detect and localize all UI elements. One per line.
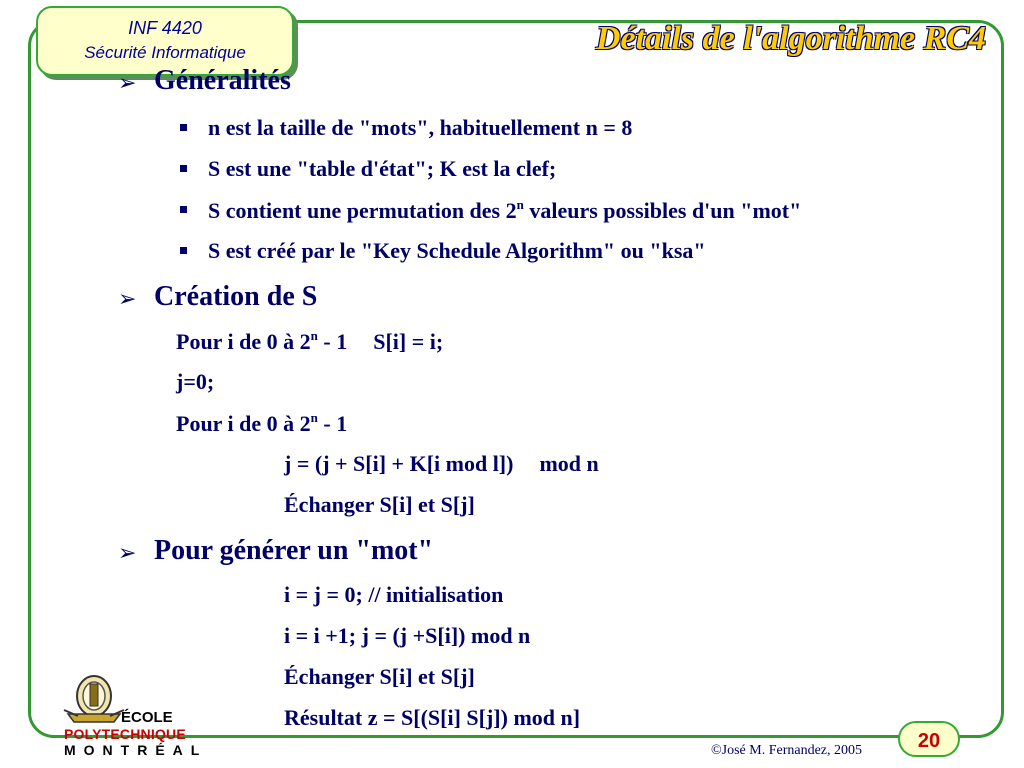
superscript: n — [310, 410, 318, 425]
bullet-item: S est créé par le "Key Schedule Algorithm" ou "ksa" — [208, 238, 706, 263]
code-line — [176, 410, 347, 437]
arrow-bullet-icon: ➢ — [118, 70, 137, 95]
section-heading-creation: Création de S — [154, 281, 318, 312]
copyright-text: ©José M. Fernandez, 2005 — [711, 743, 862, 758]
code-text: - 1 — [317, 411, 348, 436]
code-line — [284, 451, 599, 477]
code-line: Échanger S[i] et S[j] — [284, 664, 475, 689]
bullet-item — [208, 197, 801, 224]
superscript: n — [310, 328, 318, 343]
bullet-text: valeurs possibles d'un "mot" — [523, 198, 802, 223]
section-heading-generalites: Généralités — [154, 65, 291, 96]
arrow-bullet-icon: ➢ — [118, 286, 137, 311]
code-text: - 1 — [317, 329, 348, 354]
bullet-text: S contient une permutation des 2 — [208, 198, 517, 223]
slide-title: Détails de l'algorithme RC4 — [595, 20, 986, 57]
code-text: mod n — [539, 451, 599, 476]
square-bullet-icon — [180, 165, 187, 172]
bullet-item: S est une "table d'état"; K est la clef; — [208, 156, 557, 181]
page-number-badge: 20 — [898, 721, 960, 757]
arrow-bullet-icon: ➢ — [118, 540, 137, 565]
code-line: Résultat z = S[(S[i] S[j]) mod n] — [284, 705, 581, 730]
code-text: S[i] = i; — [373, 329, 444, 354]
code-text: Pour i de 0 à 2 — [176, 411, 311, 436]
bullet-item: n est la taille de "mots", habituellement n = 8 — [208, 115, 633, 140]
square-bullet-icon — [180, 206, 187, 213]
logo-ecole-text: ÉCOLE — [121, 709, 173, 726]
code-text: j = (j + S[i] + K[i mod l]) — [284, 451, 514, 476]
code-line: i = j = 0; // initialisation — [284, 582, 504, 607]
course-code: INF 4420 — [128, 18, 202, 38]
code-line: Échanger S[i] et S[j] — [284, 492, 475, 517]
code-line: j=0; — [176, 369, 215, 394]
square-bullet-icon — [180, 124, 187, 131]
code-line: i = i +1; j = (j +S[i]) mod n — [284, 623, 531, 648]
code-line — [176, 328, 443, 355]
course-name: Sécurité Informatique — [84, 43, 246, 62]
section-heading-generer: Pour générer un "mot" — [154, 535, 434, 566]
logo-montreal-text: MONTRÉAL — [64, 742, 208, 758]
superscript: n — [516, 197, 524, 212]
crest-icon — [64, 676, 124, 722]
logo-polytechnique-text: POLYTECHNIQUE — [64, 726, 186, 742]
code-text: Pour i de 0 à 2 — [176, 329, 311, 354]
square-bullet-icon — [180, 247, 187, 254]
